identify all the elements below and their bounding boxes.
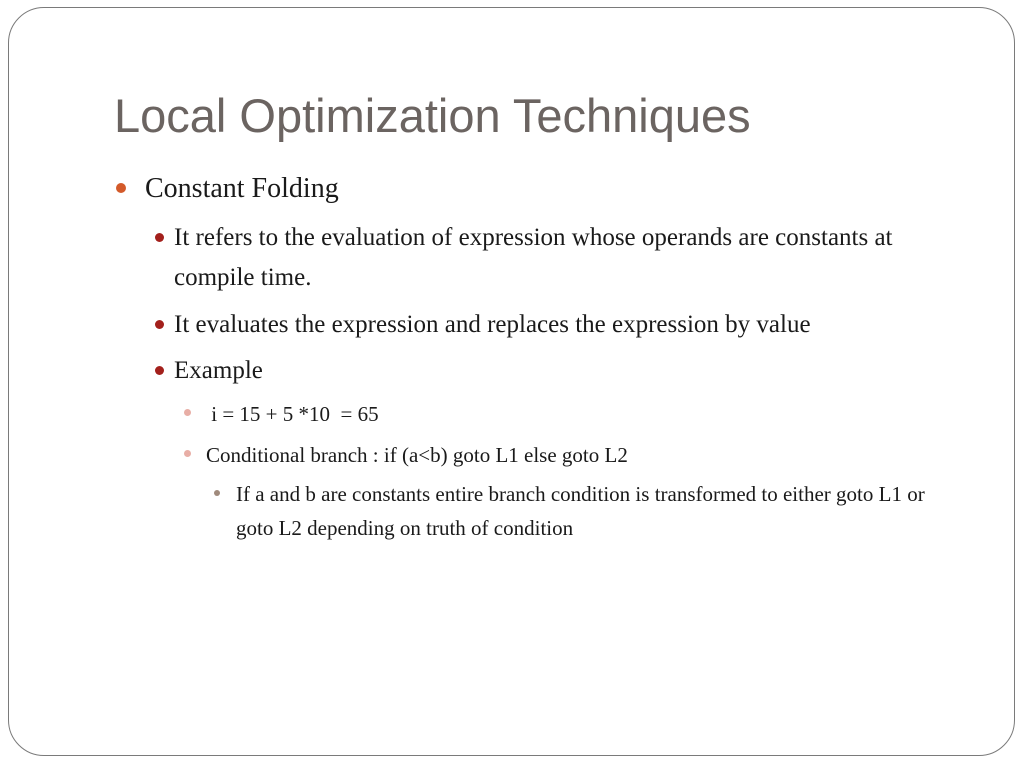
bullet-dot xyxy=(184,409,191,416)
bullet-constant-branch-transform: If a and b are constants entire branch condition is transformed to either goto L1 or goto L2 depending on truth of condition xyxy=(236,482,925,540)
slide-title: Local Optimization Techniques xyxy=(114,89,751,142)
bullet-dot xyxy=(155,233,164,242)
bullet-dot xyxy=(155,320,164,329)
bullet-example: Example xyxy=(174,357,263,384)
bullet-evaluates-expression: It evaluates the expression and replaces the expression by value xyxy=(174,311,811,338)
bullet-refers-evaluation: It refers to the evaluation of expression whose operands are constants at compile time. xyxy=(174,224,893,291)
bullet-constant-folding: Constant Folding xyxy=(145,173,339,204)
bullet-example-arithmetic: i = 15 + 5 *10 = 65 xyxy=(206,402,379,426)
bullet-conditional-branch: Conditional branch : if (a<b) goto L1 else goto L2 xyxy=(206,443,628,467)
bullet-dot xyxy=(155,366,164,375)
bullet-dot xyxy=(214,490,220,496)
bullet-dot xyxy=(184,450,191,457)
bullet-dot xyxy=(116,183,126,193)
